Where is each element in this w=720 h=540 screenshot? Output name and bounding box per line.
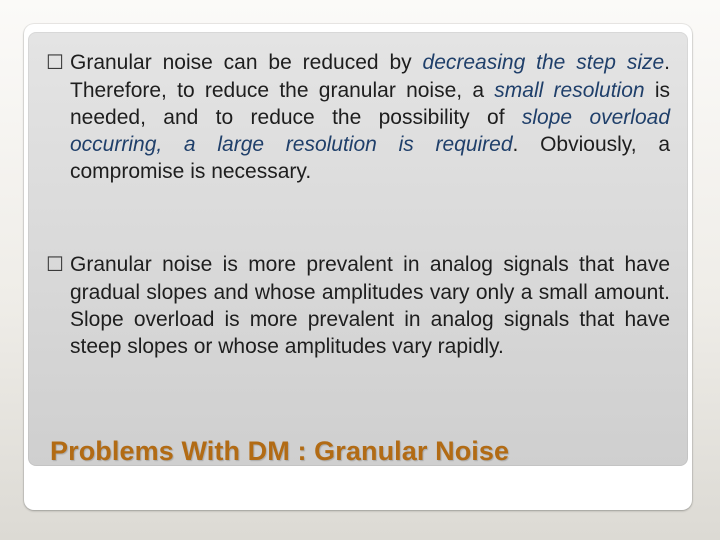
- bullet-2-paragraph: [46, 251, 670, 360]
- bullet-1-text-4: . Obviously, a compromise is necessary.: [70, 133, 670, 183]
- bullet-2: [46, 251, 670, 360]
- checkbox-bullet-icon: ☐: [46, 52, 64, 74]
- bullet-1-emphasis-1: decreasing the step size: [422, 51, 665, 74]
- slide-title: Problems With DM : Granular Noise: [50, 436, 510, 466]
- bullet-1-text-2: . Therefore, to reduce the granular noise, a: [70, 51, 671, 102]
- bullet-1-text-3: is needed, and to reduce the possibility of: [70, 79, 671, 129]
- bullet-1-emphasis-2: small resolution: [494, 79, 645, 102]
- checkbox-bullet-icon: ☐: [46, 254, 64, 276]
- bullet-1: [46, 49, 670, 185]
- bullet-1-emphasis-3: slope overload occurring, a large resolution is required: [70, 106, 671, 156]
- bullet-2-text-1: Granular noise is more prevalent in analog signals that have gradual slopes and whose amplitudes vary only a small amount. Slope overload is more prevalent in analog signals that have steep slopes or whose amplitudes vary rapidly.: [70, 253, 670, 358]
- bullet-1-text-1: Granular noise can be reduced by: [70, 51, 423, 74]
- bullet-1-paragraph: [46, 49, 670, 185]
